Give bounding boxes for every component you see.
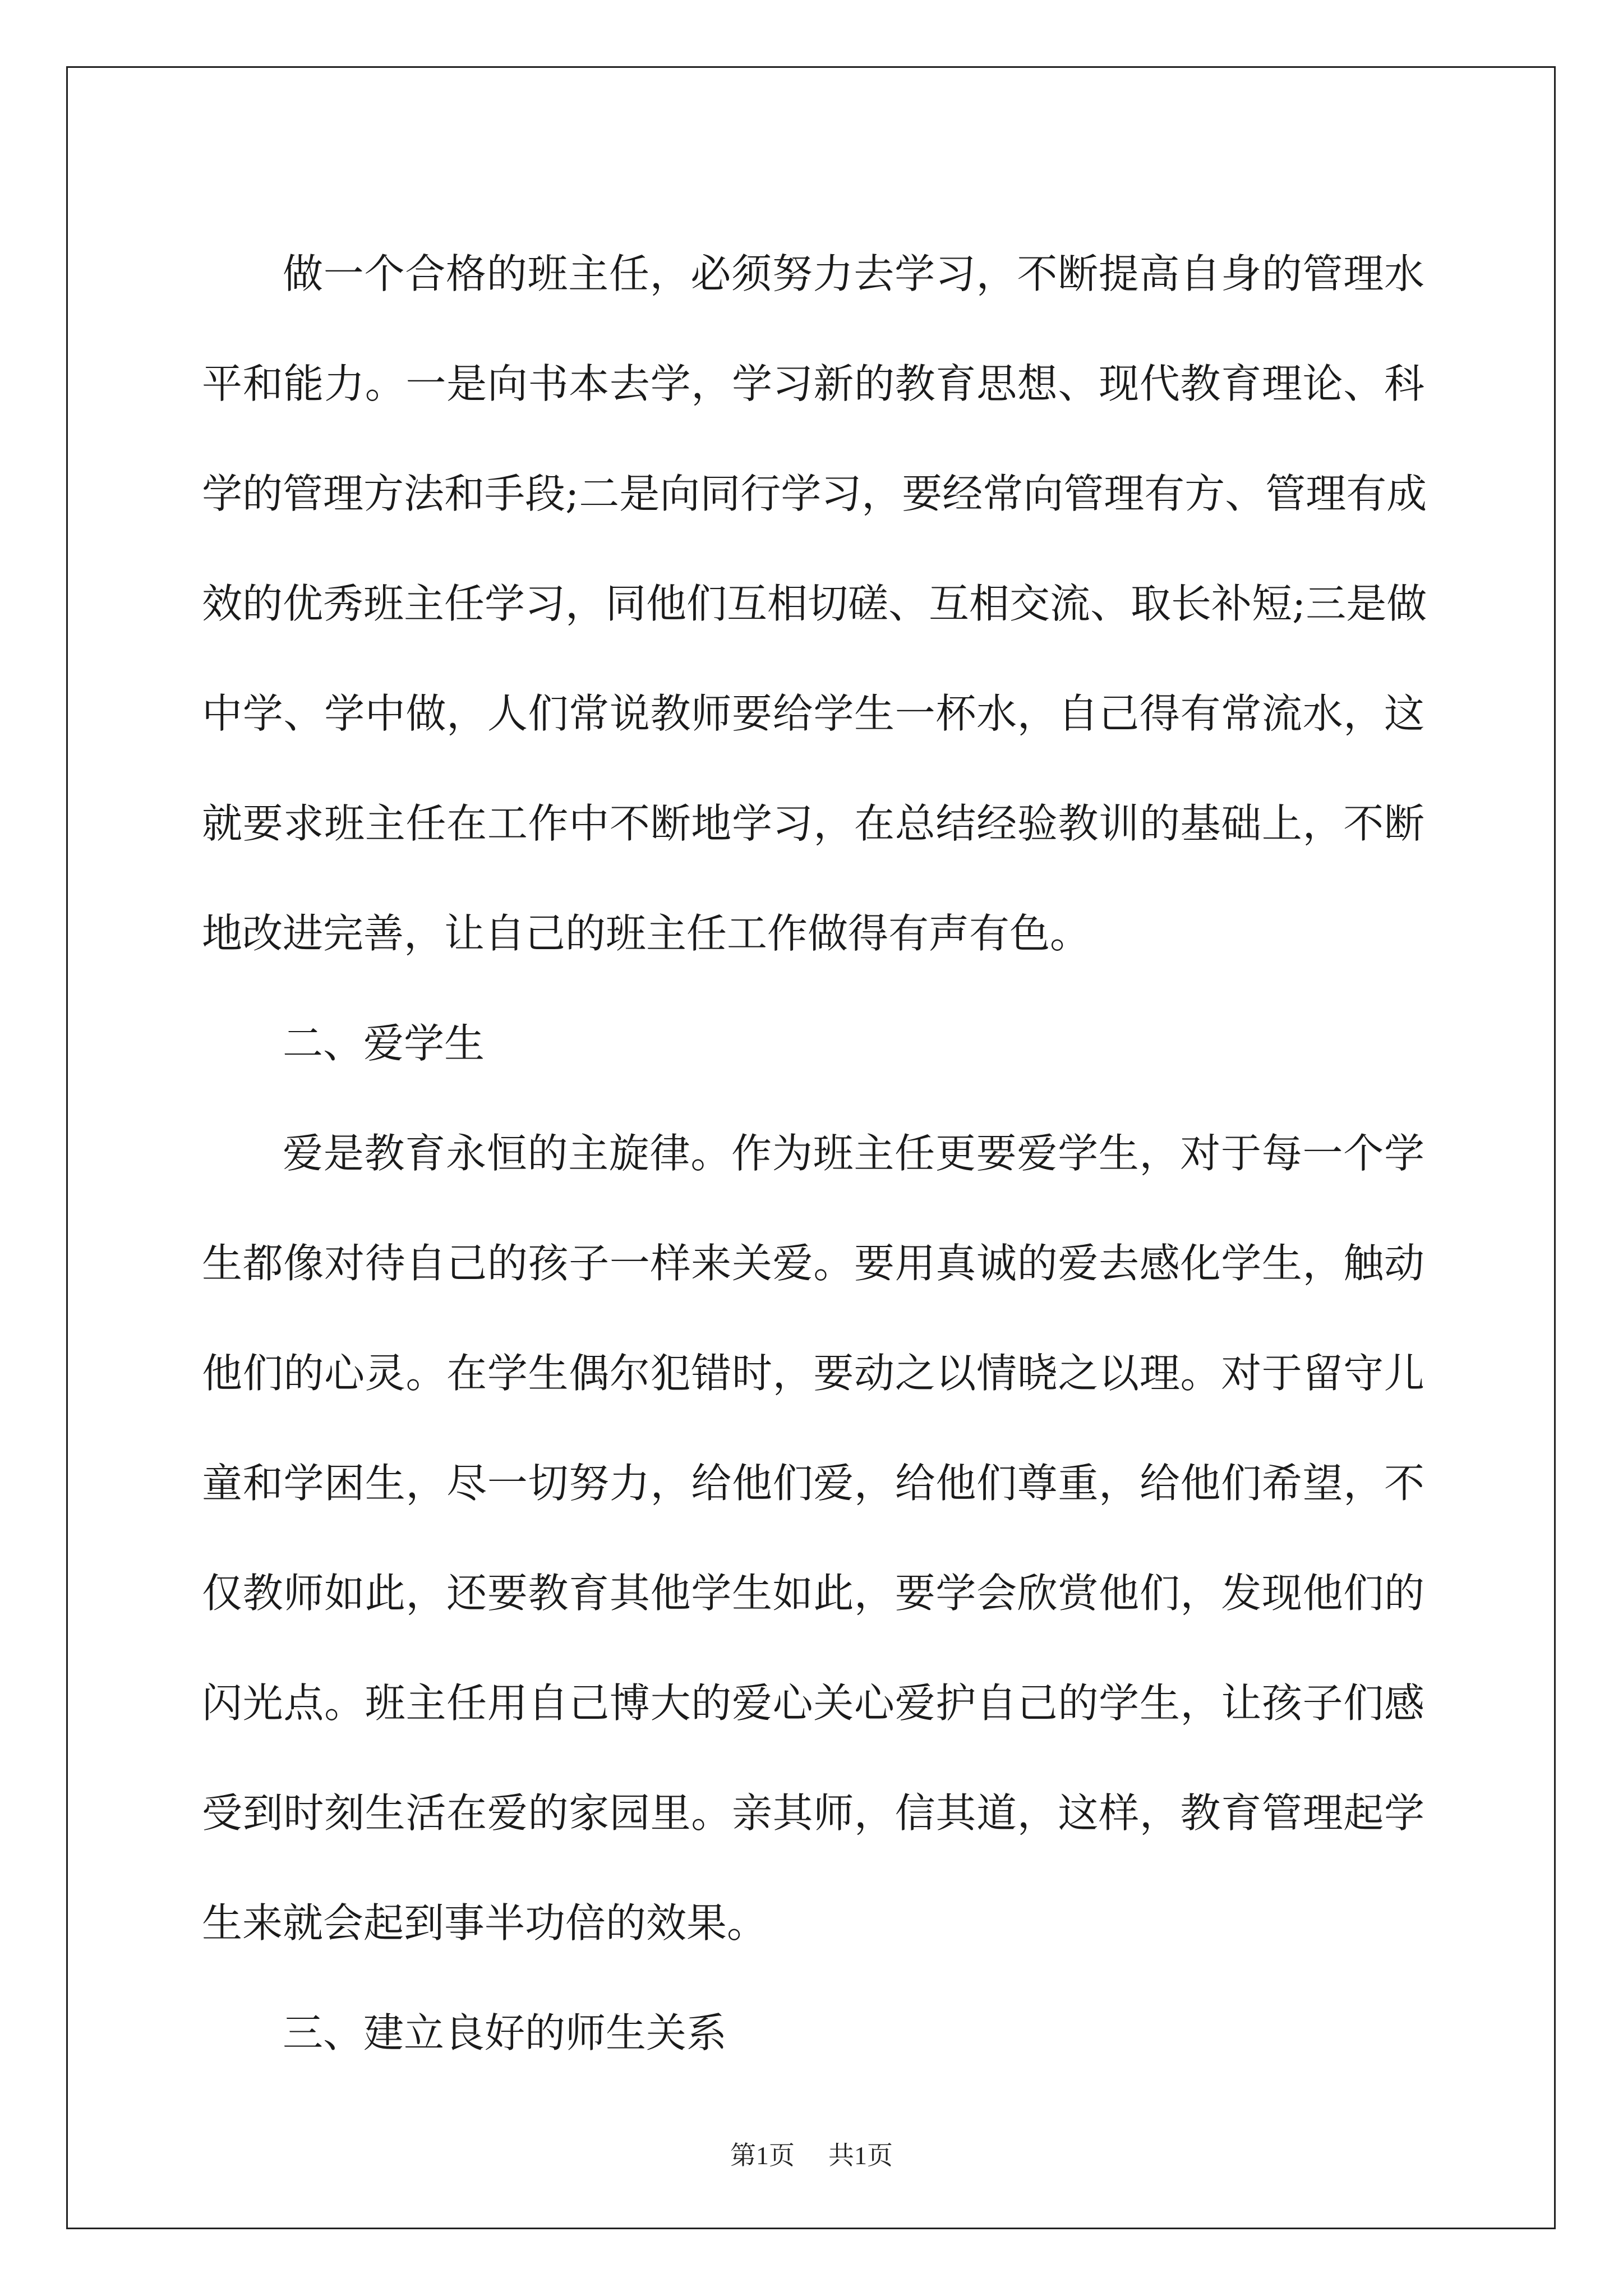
paragraph-line: 生来就会起到事半功倍的效果。	[202, 1899, 768, 1947]
section-heading: 三、建立良好的师生关系	[283, 2009, 727, 2056]
paragraph-line: 童和学困生，尽一切努力，给他们爱，给他们尊重，给他们希望，不	[202, 1460, 1424, 1507]
paragraph-line: 仅教师如此，还要教育其他学生如此，要学会欣赏他们，发现他们的	[202, 1570, 1424, 1617]
section-heading: 二、爱学生	[283, 1020, 485, 1067]
paragraph-line: 效的优秀班主任学习，同他们互相切磋、互相交流、取长补短;三是做	[202, 580, 1427, 627]
paragraph-line: 受到时刻生活在爱的家园里。亲其师，信其道，这样，教育管理起学	[202, 1789, 1424, 1837]
document-body	[202, 219, 1427, 2088]
page-total: 共1页	[828, 2141, 893, 2170]
page-footer	[0, 2135, 1623, 2172]
paragraph-line: 爱是教育永恒的主旋律。作为班主任更要爱学生，对于每一个学	[283, 1130, 1424, 1177]
paragraph-line: 生都像对待自己的孩子一样来关爱。要用真诚的爱去感化学生，触动	[202, 1240, 1424, 1287]
paragraph-line: 就要求班主任在工作中不断地学习，在总结经验教训的基础上，不断	[202, 800, 1424, 847]
page-number: 第1页	[730, 2141, 795, 2170]
paragraph-line: 闪光点。班主任用自己博大的爱心关心爱护自己的学生，让孩子们感	[202, 1680, 1424, 1727]
paragraph-line: 中学、学中做，人们常说教师要给学生一杯水，自己得有常流水，这	[202, 690, 1424, 737]
paragraph-line: 学的管理方法和手段;二是向同行学习，要经常向管理有方、管理有成	[202, 470, 1427, 517]
paragraph-line: 他们的心灵。在学生偶尔犯错时，要动之以情晓之以理。对于留守儿	[202, 1350, 1424, 1397]
paragraph-line: 平和能力。一是向书本去学，学习新的教育思想、现代教育理论、科	[202, 360, 1424, 407]
paragraph-line: 地改进完善，让自己的班主任工作做得有声有色。	[202, 910, 1091, 957]
paragraph-line: 做一个合格的班主任，必须努力去学习，不断提高自身的管理水	[283, 250, 1424, 297]
